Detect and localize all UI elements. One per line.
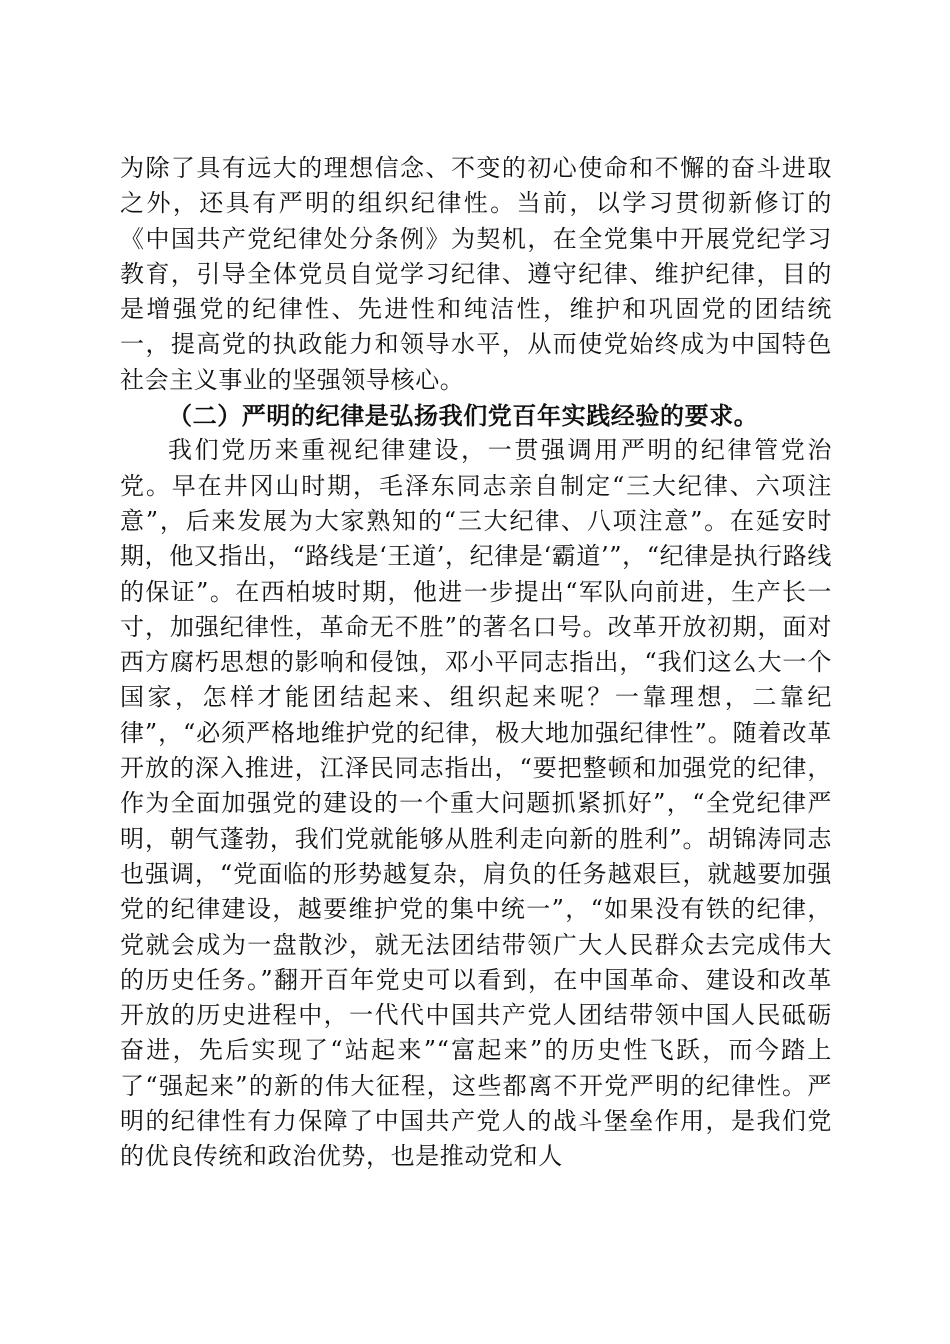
paragraph-continuation: 为除了具有远大的理想信念、不变的初心使命和不懈的奋斗进取之外，还具有严明的组织纪律性。当前，以学习贯彻新修订的《中国共产党纪律处分条例》为契机，在全党集中开展党纪学习教育，引导全体党员自觉学习纪律、遵守纪律、维护纪律，目的是增强党的纪律性、先进性和纯洁性，维护和巩固党的团结统一，提高党的执政能力和领导水平，从而使党始终成为中国特色社会主义事业的坚强领导核心。 [120,154,832,394]
section-heading: （二）严明的纪律是弘扬我们党百年实践经验的要求。 [168,401,759,431]
document-body [120,151,832,1175]
paragraph-party-discipline-history: 我们党历来重视纪律建设，一贯强调用严明的纪律管党治党。早在井冈山时期，毛泽东同志亲自制定“三大纪律、六项注意”，后来发展为大家熟知的“三大纪律、八项注意”。在延安时期，他又指出，“路线是‘王道’，纪律是‘霸道’”，“纪律是执行路线的保证”。在西柏坡时期，他进一步提出“军队向前进，生产长一寸，加强纪律性，革命无不胜”的著名口号。改革开放初期，面对西方腐朽思想的影响和侵蚀，邓小平同志指出，“我们这么大一个国家，怎样才能团结起来、组织起来呢？一靠理想，二靠纪律”，“必须严格地维护党的纪律，极大地加强纪律性”。随着改革开放的深入推进，江泽民同志指出，“要把整顿和加强党的纪律，作为全面加强党的建设的一个重大问题抓紧抓好”，“全党纪律严明，朝气蓬勃，我们党就能够从胜利走向新的胜利”。胡锦涛同志也强调，“党面临的形势越复杂，肩负的任务越艰巨，就越要加强党的纪律建设，越要维护党的集中统一”，“如果没有铁的纪律，党就会成为一盘散沙，就无法团结带领广大人民群众去完成伟大的历史任务。”翻开百年党史可以看到，在中国革命、建设和改革开放的历史进程中，一代代中国共产党人团结带领中国人民砥砺奋进，先后实现了“站起来”“富起来”的历史性飞跃，而今踏上了“强起来”的新的伟大征程，这些都离不开党严明的纪律性。严明的纪律性有力保障了中国共产党人的战斗堡垒作用，是我们党的优良传统和政治优势，也是推动党和人 [120,436,832,1171]
